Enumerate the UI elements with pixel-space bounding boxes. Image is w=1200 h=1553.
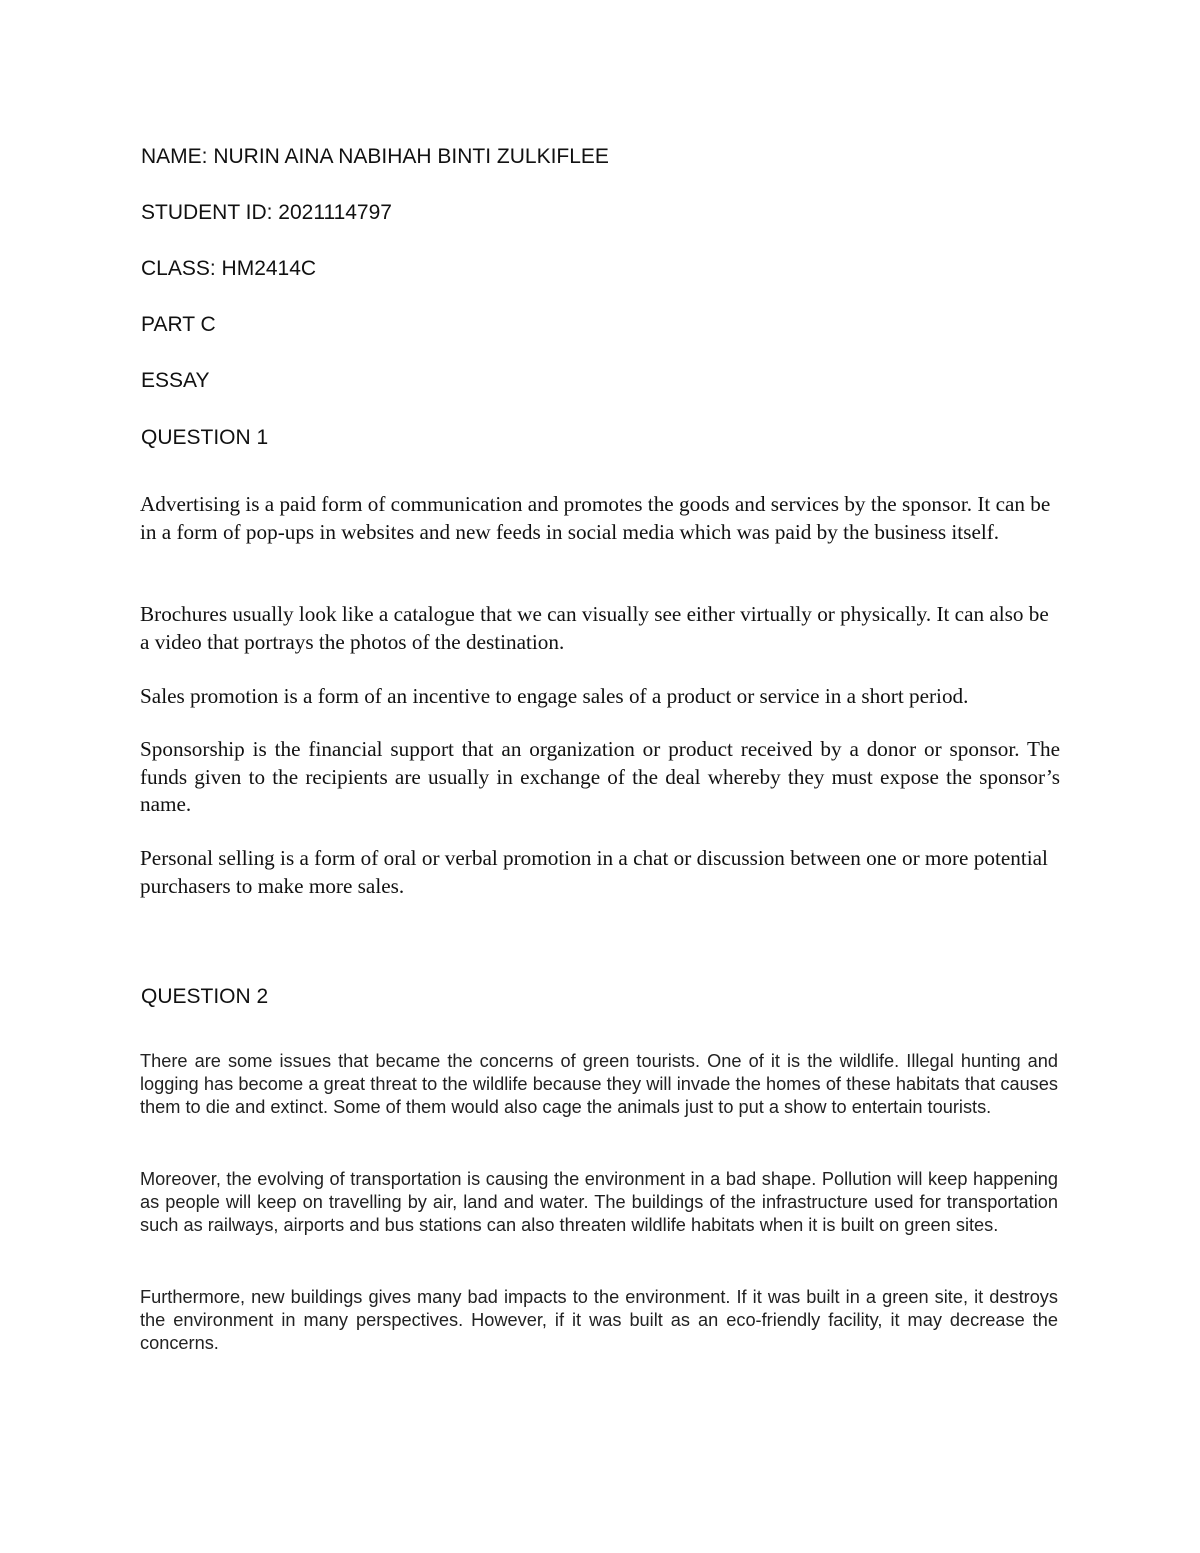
student-name: NAME: NURIN AINA NABIHAH BINTI ZULKIFLEE [141,145,609,168]
question-1-title: QUESTION 1 [141,426,269,449]
question-2-title: QUESTION 2 [141,985,269,1008]
class-code: CLASS: HM2414C [141,257,317,280]
q2-paragraph-wildlife: There are some issues that became the concerns of green tourists. One of it is the wildlife. Illegal hunting and logging has become a great threat to the wildlife because they will invade the homes of these habitats that causes them to die and extinct. Some of them would also cage the animals just to put a show to entertain tourists. [140,1051,1058,1118]
q1-paragraph-sales-promotion: Sales promotion is a form of an incentive to engage sales of a product or service in a short period. [140,684,969,708]
q1-paragraph-personal-selling: Personal selling is a form of oral or verbal promotion in a chat or discussion between one or more potential purchasers to make more sales. [140,846,1048,898]
q1-paragraph-brochures: Brochures usually look like a catalogue that we can visually see either virtually or physically. It can also be a video that portrays the photos of the destination. [140,602,1049,654]
q2-paragraph-transportation: Moreover, the evolving of transportation is causing the environment in a bad shape. Pollution will keep happening as people will keep on travelling by air, land and water. The buildings of the infrastructure used for transportation such as railways, airports and bus stations can also threaten wildlife habitats when it is built on green sites. [140,1169,1058,1236]
part-label: PART C [141,313,216,336]
q1-paragraph-sponsorship: Sponsorship is the financial support that an organization or product received by a donor or sponsor. The funds given to the recipients are usually in exchange of the deal whereby they must expose the sponsor’s name. [140,737,1060,816]
student-id: STUDENT ID: 2021114797 [141,201,392,224]
q2-paragraph-new-buildings: Furthermore, new buildings gives many bad impacts to the environment. If it was built in a green site, it destroys the environment in many perspectives. However, if it was built as an eco-friendly facility, it may decrease the concerns. [140,1287,1058,1354]
q1-paragraph-advertising: Advertising is a paid form of communication and promotes the goods and services by the sponsor. It can be in a form of pop-ups in websites and new feeds in social media which was paid by the business itself. [140,492,1051,544]
section-label: ESSAY [141,369,210,392]
